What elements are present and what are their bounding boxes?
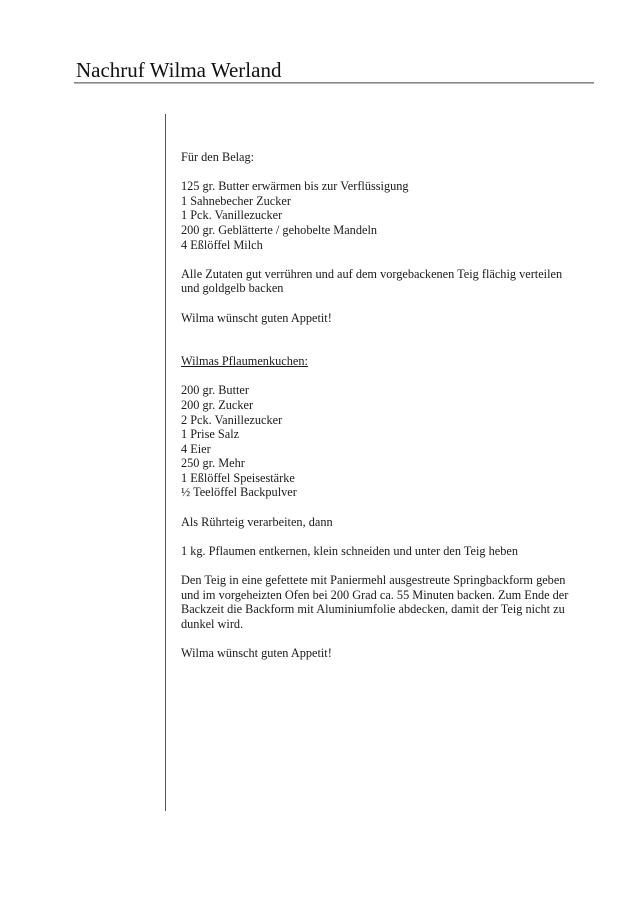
pflaumenkuchen-ingredient: 1 Prise Salz bbox=[181, 427, 240, 442]
pflaumenkuchen-step: 1 kg. Pflaumen entkernen, klein schneiden und unter den Teig heben bbox=[181, 543, 518, 558]
belag-ingredient: 200 gr. Geblätterte / gehobelte Mandeln bbox=[181, 222, 378, 237]
pflaumenkuchen-step: dunkel wird. bbox=[181, 616, 244, 631]
pflaumenkuchen-step: und im vorgeheizten Ofen bei 200 Grad ca. 55 Minuten backen. Zum Ende der bbox=[181, 587, 569, 602]
pflaumenkuchen-ingredient: 250 gr. Mehr bbox=[181, 456, 245, 471]
document-title: Nachruf Wilma Werland bbox=[76, 58, 282, 82]
header-rule bbox=[74, 82, 594, 84]
belag-ingredient: 1 Pck. Vanillezucker bbox=[181, 208, 283, 223]
pflaumenkuchen-ingredient: 2 Pck. Vanillezucker bbox=[181, 412, 283, 427]
pflaumenkuchen-ingredient: ½ Teelöffel Backpulver bbox=[181, 485, 297, 500]
belag-ingredient: 4 Eßlöffel Milch bbox=[181, 237, 263, 252]
belag-instruction: und goldgelb backen bbox=[181, 281, 284, 296]
belag-ingredient: 1 Sahnebecher Zucker bbox=[181, 193, 291, 208]
pflaumenkuchen-ingredient: 1 Eßlöffel Speisestärke bbox=[181, 470, 295, 485]
belag-closing: Wilma wünscht guten Appetit! bbox=[181, 310, 332, 325]
belag-heading: Für den Belag: bbox=[181, 150, 255, 164]
pflaumenkuchen-ingredient: 4 Eier bbox=[181, 441, 211, 456]
pflaumenkuchen-step: Backzeit die Backform mit Aluminiumfolie abdecken, damit der Teig nicht zu bbox=[181, 602, 565, 617]
margin-rule bbox=[165, 114, 166, 811]
document-body bbox=[181, 150, 621, 661]
belag-instruction: Alle Zutaten gut verrühren und auf dem vorgebackenen Teig flächig verteilen bbox=[181, 266, 563, 281]
pflaumenkuchen-ingredient: 200 gr. Butter bbox=[181, 383, 249, 398]
pflaumenkuchen-step: Den Teig in eine gefettete mit Paniermehl ausgestreute Springbackform geben bbox=[181, 573, 566, 588]
pflaumenkuchen-ingredient: 200 gr. Zucker bbox=[181, 397, 254, 412]
pflaumenkuchen-step: Als Rührteig verarbeiten, dann bbox=[181, 514, 333, 529]
belag-ingredient: 125 gr. Butter erwärmen bis zur Verflüssigung bbox=[181, 179, 409, 194]
pflaumenkuchen-closing: Wilma wünscht guten Appetit! bbox=[181, 646, 332, 660]
pflaumenkuchen-heading: Wilmas Pflaumenkuchen: bbox=[181, 354, 308, 369]
